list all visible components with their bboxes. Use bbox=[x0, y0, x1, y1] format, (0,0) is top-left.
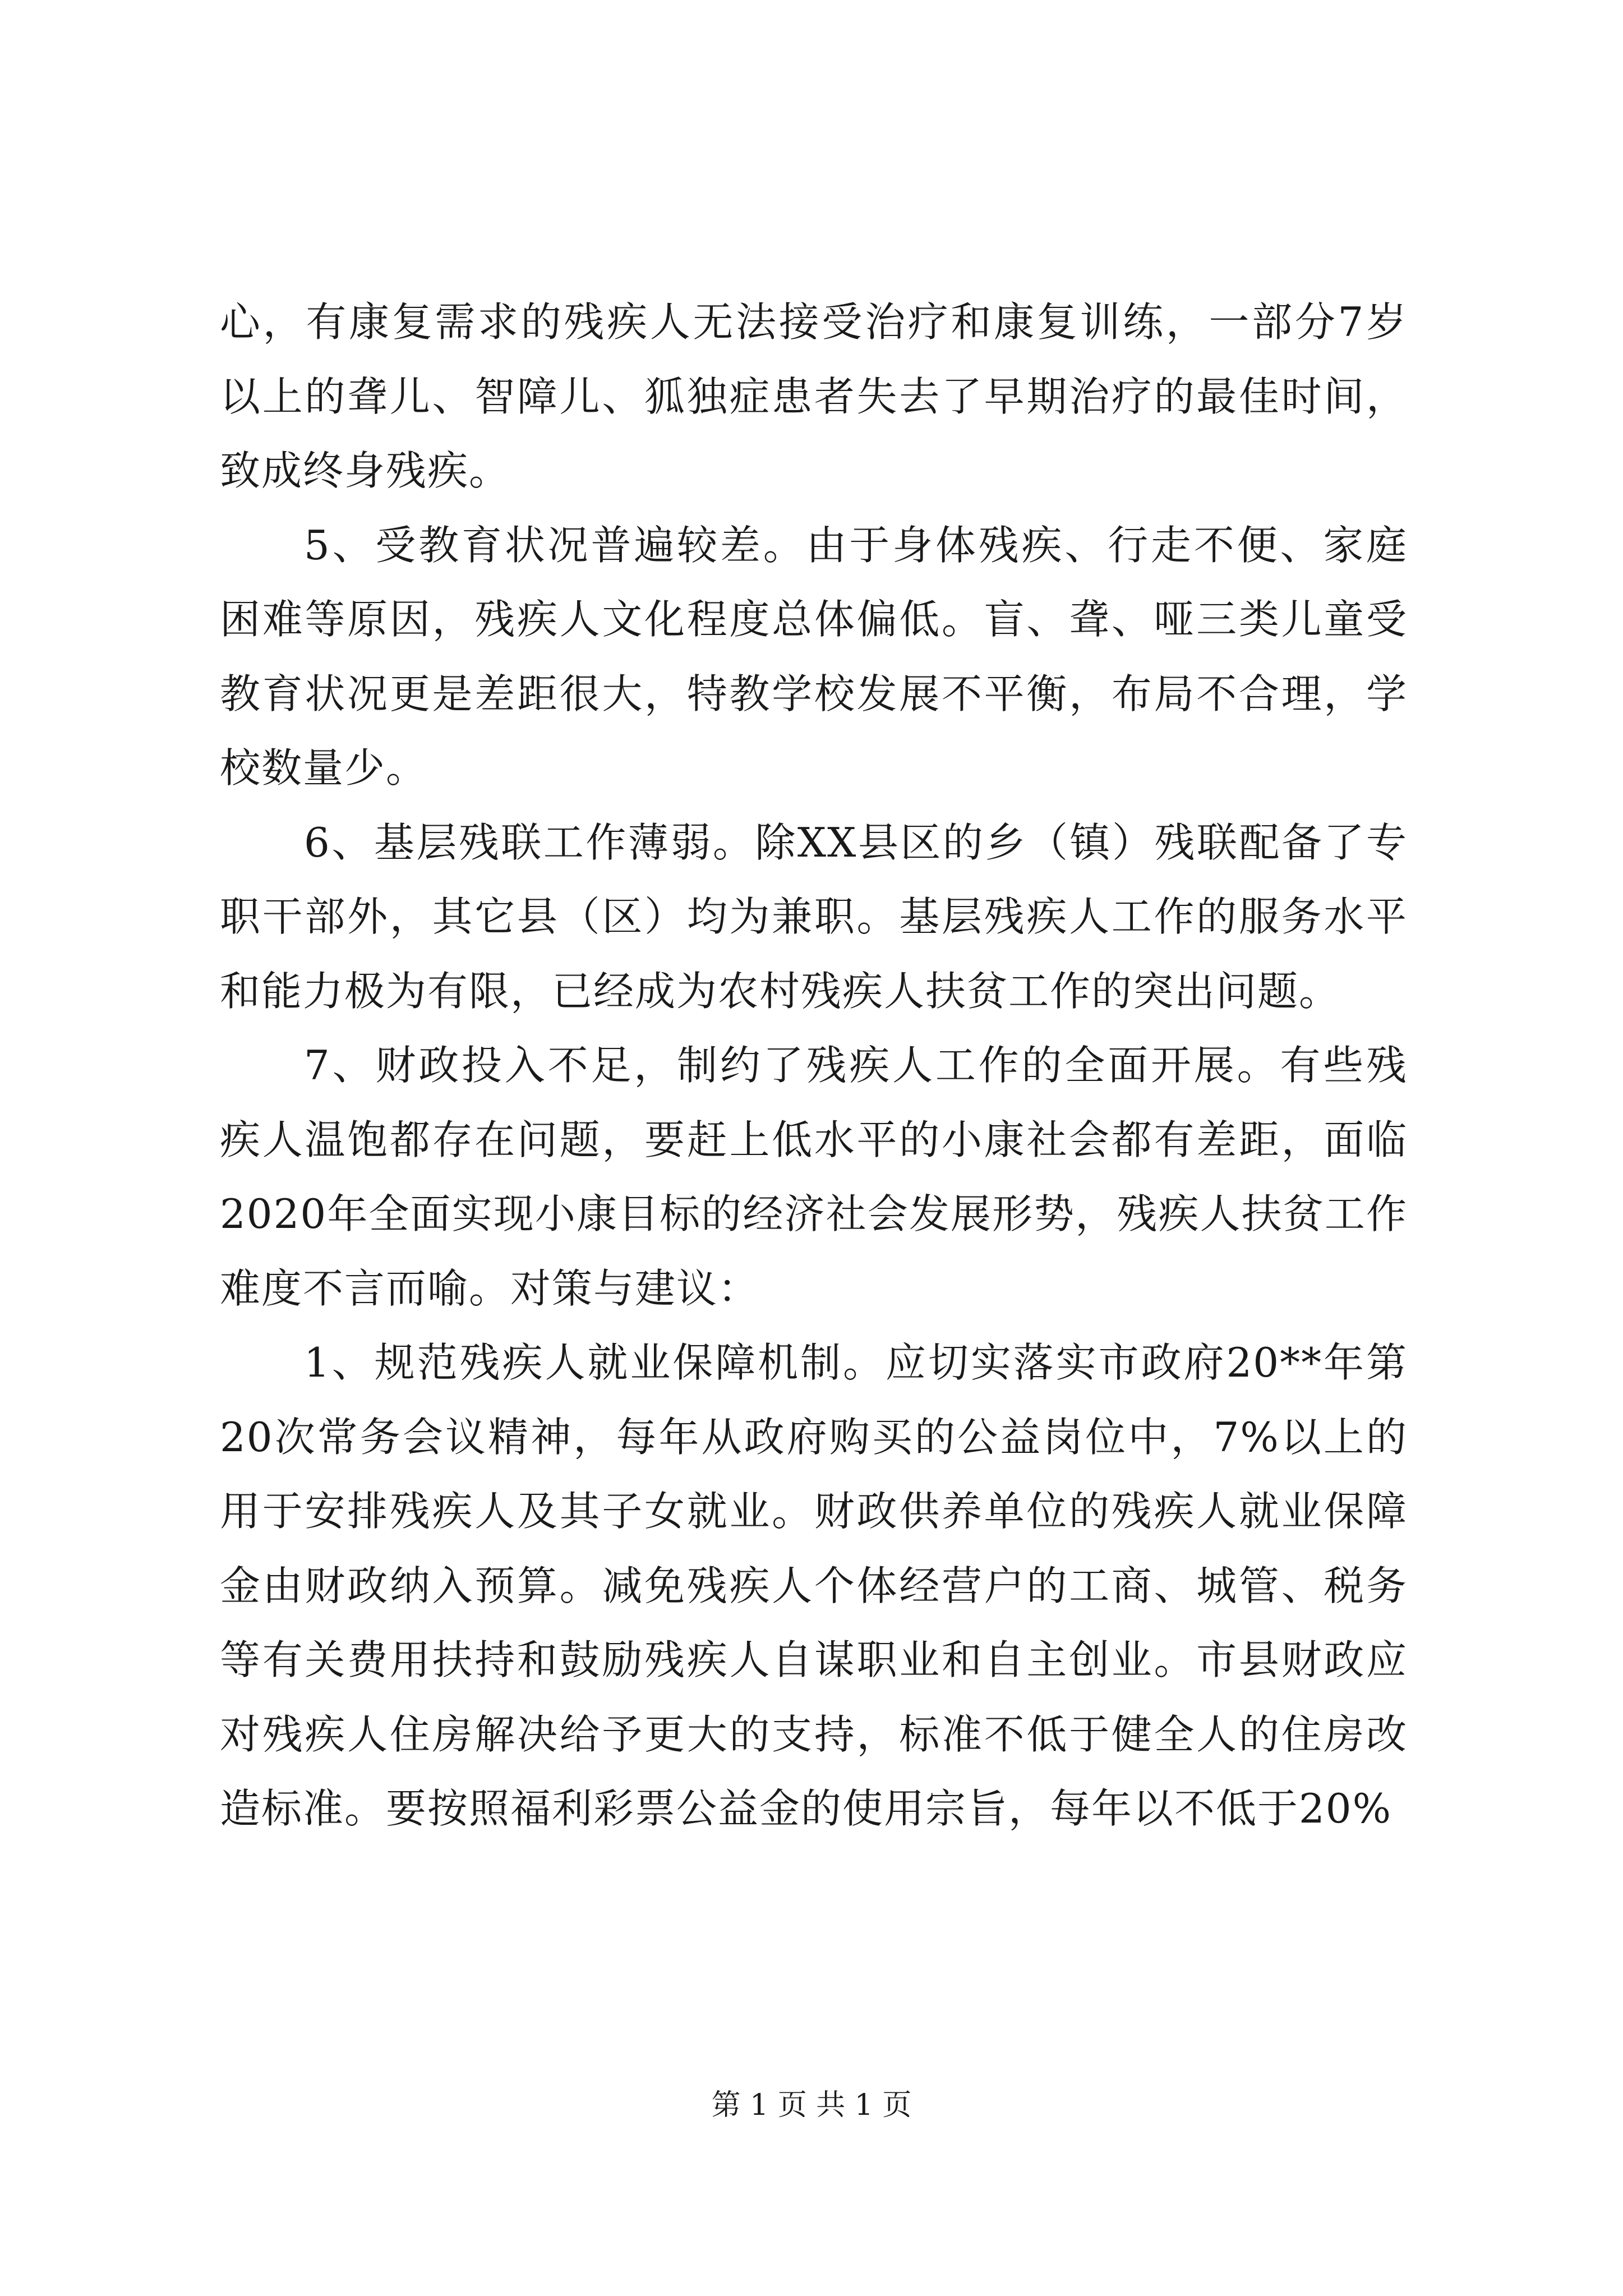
page-footer: 第 1 页 共 1 页 bbox=[711, 2088, 912, 2122]
body-text bbox=[220, 285, 1408, 1846]
paragraph-education: 5、受教育状况普遍较差。由于身体残疾、行走不便、家庭困难等原因，残疾人文化程度总体偏低。盲、聋、哑三类儿童受教育状况更是差距很大，特教学校发展不平衡，布局不合理，学校数量少。 bbox=[220, 521, 1408, 792]
paragraph-continuation: 心，有康复需求的残疾人无法接受治疗和康复训练，一部分7岁以上的聋儿、智障儿、狐独症患者失去了早期治疗的最佳时间，致成终身残疾。 bbox=[220, 298, 1408, 494]
paragraph-finance: 7、财政投入不足，制约了残疾人工作的全面开展。有些残疾人温饱都存在问题，要赶上低水平的小康社会都有差距，面临2020年全面实现小康目标的经济社会发展形势，残疾人扶贫工作难度不言而喻。对策与建议： bbox=[220, 1042, 1408, 1312]
paragraph-employment: 1、规范残疾人就业保障机制。应切实落实市政府20**年第20次常务会议精神，每年从政府购买的公益岗位中，7%以上的用于安排残疾人及其子女就业。财政供养单位的残疾人就业保障金由财政纳入预算。减免残疾人个体经营户的工商、城管、税务等有关费用扶持和鼓励残疾人自谋职业和自主创业。市县财政应对残疾人住房解决给予更大的支持，标准不低于健全人的住房改造标准。要按照福利彩票公益金的使用宗旨，每年以不低于20% bbox=[220, 1339, 1408, 1832]
paragraph-grassroots: 6、基层残联工作薄弱。除XX县区的乡（镇）残联配备了专职干部外，其它县（区）均为兼职。基层残疾人工作的服务水平和能力极为有限，已经成为农村残疾人扶贫工作的突出问题。 bbox=[220, 818, 1408, 1015]
